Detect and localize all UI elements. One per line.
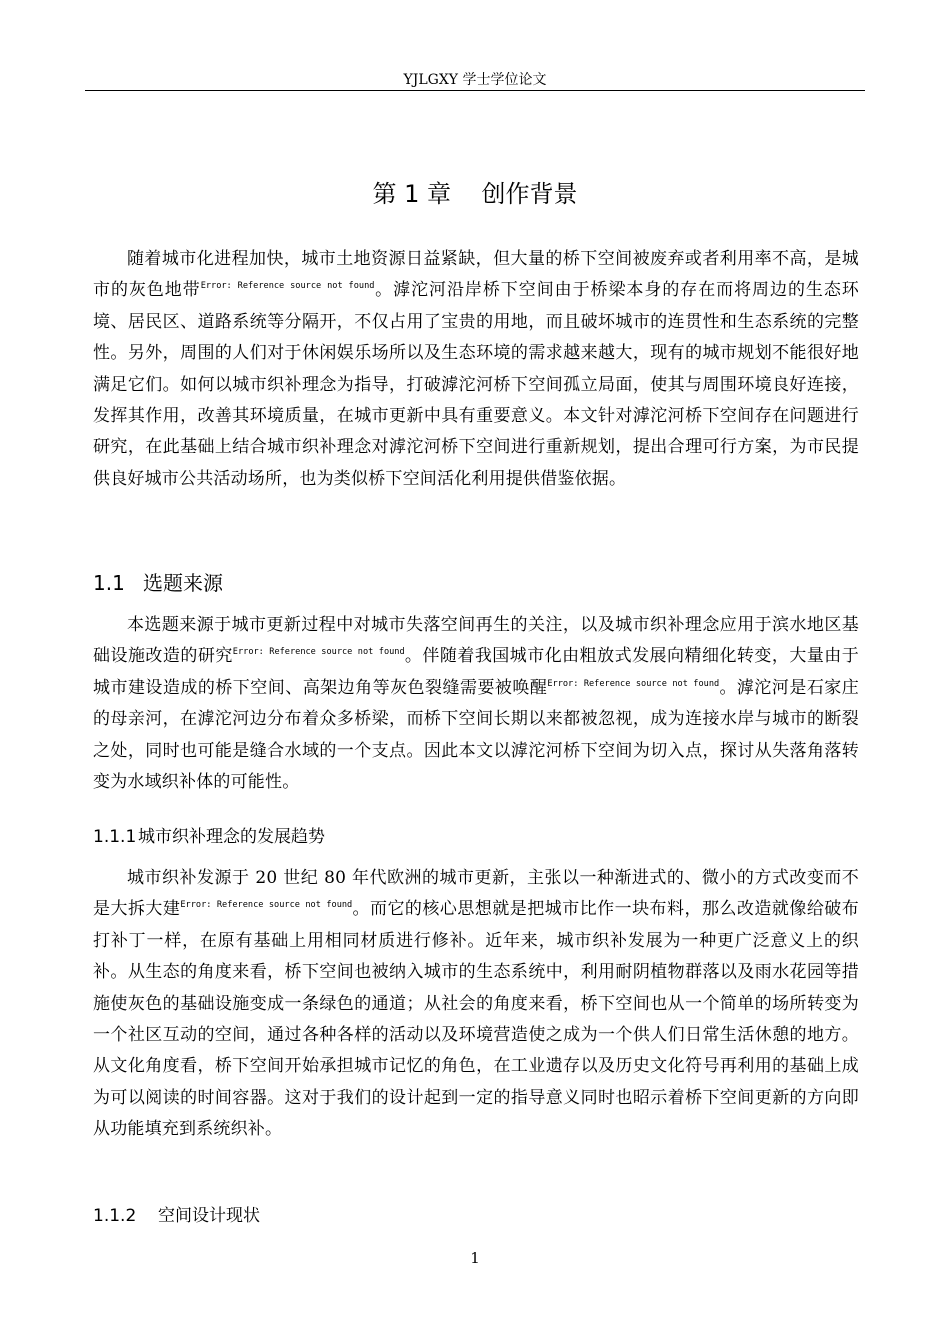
intro-text-2: 。滹沱河沿岸桥下空间由于桥梁本身的存在而将周边的生态环境、居民区、道路系统等分隔开，不仅占用了宝贵的用地，而且破坏城市的连贯性和生态系统的完整性。另外，周围的人们对于休闲娱乐场所以及生态环境的需求越来越大，现有的城市规划不能很好地满足它们。如何以城市织补理念为指导，打破滹沱河桥下空间孤立局面，使其与周围环境良好连接，发挥其作用，改善其环境质量，在城市更新中具有重要意义。本文针对滹沱河桥下空间存在问题进行研究，在此基础上结合城市织补理念对滹沱河桥下空间进行重新规划，提出合理可行方案，为市民提供良好城市公共活动场所，也为类似桥下空间活化利用提供借鉴依据。 — [93, 280, 859, 489]
section-number: 1.1.1 — [93, 827, 137, 847]
section-heading-1-1-2 — [93, 1204, 260, 1228]
section-title: 城市织补理念的发展趋势 — [138, 827, 325, 847]
paragraph-text-1: 城市织补发源于 20 世纪 80 年代欧洲的城市更新，主张以一种渐进式的、微小的方式改变而不是大拆大建 — [93, 868, 859, 920]
section-title: 空间设计现状 — [158, 1206, 260, 1226]
reference-error: Error: Reference source not found — [180, 900, 353, 911]
section-heading-1-1 — [93, 569, 223, 597]
chapter-title: 第 1 章 创作背景 — [372, 180, 578, 208]
paragraph-text-2: 。而它的核心思想就是把城市比作一块布料，那么改造就像给破布打补丁一样，在原有基础上用相同材质进行修补。近年来，城市织补发展为一种更广泛意义上的织补。从生态的角度来看，桥下空间也被纳入城市的生态系统中，利用耐阴植物群落以及雨水花园等措施使灰色的基础设施变成一条绿色的通道；从社会的角度来看，桥下空间也从一个简单的场所转变为一个社区互动的空间，通过各种各样的活动以及环境营造使之成为一个供人们日常生活休憩的地方。从文化角度看，桥下空间开始承担城市记忆的角色，在工业遗存以及历史文化符号再利用的基础上成为可以阅读的时间容器。这对于我们的设计起到一定的指导意义同时也昭示着桥下空间更新的方向即从功能填充到系统织补。 — [93, 899, 859, 1140]
page-number: 1 — [470, 1249, 480, 1267]
paragraph-text-2: 。伴随着我国城市化由粗放式发展向精细化转变，大量由于城市建设造成的桥下空间、高架边角等灰色裂缝需要被唤醒 — [93, 646, 859, 698]
intro-paragraph — [93, 244, 859, 495]
reference-error: Error: Reference source not found — [547, 678, 720, 689]
running-header: YJLGXY 学士学位论文 — [403, 72, 547, 88]
section-title: 选题来源 — [143, 571, 223, 595]
header-rule — [85, 90, 865, 91]
section-number: 1.1 — [93, 571, 125, 595]
paragraph-text-1: 本选题来源于城市更新过程中对城市失落空间再生的关注，以及城市织补理念应用于滨水地区基础设施改造的研究 — [93, 615, 859, 667]
paragraph-text-3: 。滹沱河是石家庄的母亲河，在滹沱河边分布着众多桥梁，而桥下空间长期以来都被忽视，成为连接水岸与城市的断裂之处，同时也可能是缝合水域的一个支点。因此本文以滹沱河桥下空间为切入点，探讨从失落角落转变为水域织补体的可能性。 — [93, 677, 859, 793]
section-number: 1.1.2 — [93, 1206, 137, 1226]
section-heading-1-1-1 — [93, 825, 325, 849]
topic-source-paragraph — [93, 610, 859, 798]
mending-trend-paragraph — [93, 863, 859, 1146]
reference-error: Error: Reference source not found — [232, 647, 405, 658]
intro-text-1: 随着城市化进程加快，城市土地资源日益紧缺，但大量的桥下空间被废弃或者利用率不高，是城市的灰色地带 — [93, 249, 859, 301]
reference-error: Error: Reference source not found — [200, 281, 375, 292]
